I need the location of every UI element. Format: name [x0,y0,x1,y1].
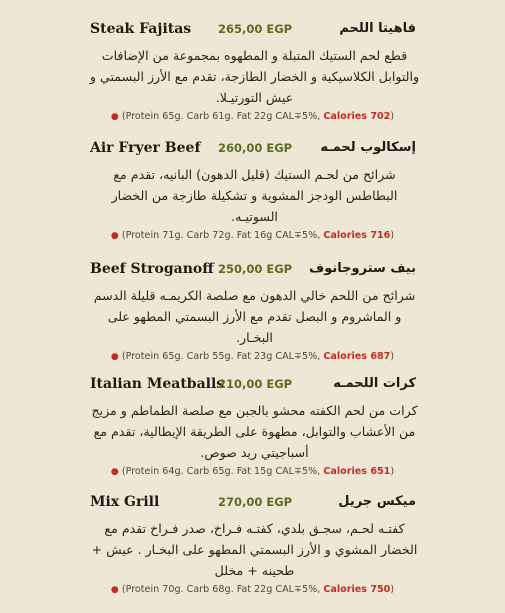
item-name-ar: كرات اللحمـه [333,376,416,391]
menu-item [0,376,505,477]
item-name-en: Air Fryer Beef [90,140,201,156]
nutrition-text: (Protein 64g. Carb 65g. Fat 15g CAL∓5%, [121,466,324,477]
item-description: قطع لحم الستيك المتبلة و المطهوه بمجموعة من الإضافات والتوابل الكلاسيكية و الخضار الطازجة، تقدم مع الأرز البسمتي و عيش التورتيـلا. [89,48,420,105]
nutrition-close: ) [390,584,395,595]
bullet-icon: ● [110,585,119,595]
nutrition-info [0,111,505,122]
item-price: 260,00 EGP [218,141,293,155]
item-header [0,21,505,45]
item-header [0,261,505,285]
nutrition-text: (Protein 65g. Carb 55g. Fat 23g CAL∓5%, [121,351,324,362]
item-name-en: Mix Grill [90,494,160,510]
item-name-en: Steak Fajitas [90,21,192,37]
item-header [0,140,505,164]
nutrition-close: ) [390,351,395,362]
nutrition-info [0,351,505,362]
item-description: شرائح من اللحم خالي الدهون مع صلصة الكريمـه قليلة الدسم و الماشروم و البصل تقدم مع الأرز البسمتي المطهو على البخـار. [93,288,416,345]
nutrition-text: (Protein 71g. Carb 72g. Fat 16g CAL∓5%, [121,230,324,241]
nutrition-close: ) [390,466,395,477]
item-name-ar: ميكس جريل [338,494,416,509]
calories-text: Calories 702 [323,111,391,122]
calories-text: Calories 750 [323,584,391,595]
item-name-ar: بيف ستروجانوف [309,261,416,276]
bullet-icon: ● [110,231,119,241]
bullet-icon: ● [110,352,119,362]
nutrition-info [0,584,505,595]
item-header [0,376,505,400]
calories-text: Calories 651 [323,466,391,477]
item-name-ar: فاهيتا اللحم [339,21,416,36]
nutrition-info [0,230,505,241]
calories-text: Calories 716 [323,230,391,241]
bullet-icon: ● [110,112,119,122]
item-price: 270,00 EGP [218,495,293,509]
item-description: كفتـه لحـم، سجـق بلدي، كفتـه فـراخ، صدر فـراخ تقدم مع الخضار المشوي و الأرز البسمتي المطهو على البخـار . عيش + طحينه + مخلل [91,521,418,578]
nutrition-close: ) [390,111,395,122]
item-name-ar: إسكالوب لحمـه [320,140,416,155]
item-price: 210,00 EGP [218,377,293,391]
nutrition-text: (Protein 70g. Carb 68g. Fat 22g CAL∓5%, [121,584,324,595]
item-price: 250,00 EGP [218,262,293,276]
menu-item [0,140,505,241]
item-description: شرائح من لحـم الستيك (قليل الدهون) البانيه، تقدم مع البطاطس الودجز المشوية و تشكيلة طازجة من الخضار السوتيـه. [111,167,398,224]
item-description: كرات من لحم الكفته محشو بالجبن مع صلصة الطماطم و مزيج من الأعشاب والتوابل، مطهوة على الطريقة الإيطالية، تقدم مع أسباجيتي ريد صوص. [91,403,418,460]
nutrition-info [0,466,505,477]
menu-item [0,261,505,362]
calories-text: Calories 687 [323,351,391,362]
menu-item [0,21,505,122]
bullet-icon: ● [110,467,119,477]
nutrition-close: ) [390,230,395,241]
item-name-en: Beef Stroganoff [90,261,214,277]
item-name-en: Italian Meatballs [90,376,225,392]
item-price: 265,00 EGP [218,22,293,36]
item-header [0,494,505,518]
nutrition-text: (Protein 65g. Carb 61g. Fat 22g CAL∓5%, [121,111,324,122]
menu-item [0,494,505,595]
